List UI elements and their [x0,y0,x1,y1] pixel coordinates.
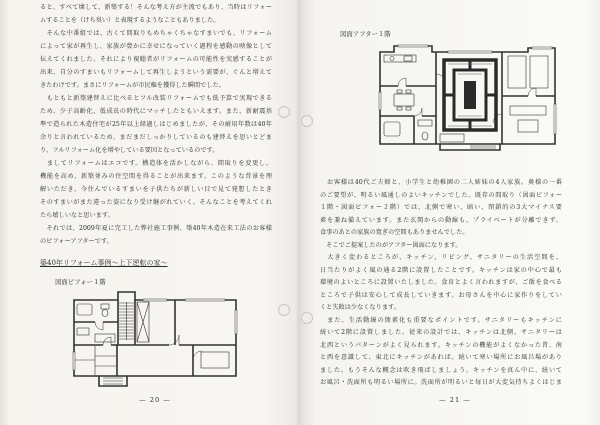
plan-walls [74,292,236,386]
text-line: 機能を高め、新築並みの住空間を得ることが出来ます。このような背景を理 [40,173,272,180]
body-text-right [320,177,562,390]
window [73,352,75,370]
closet-hatch [137,302,149,342]
body-text-left [40,1,272,248]
outer-wall [74,292,236,386]
text-line: そこでご提案したのがアフター図面になります。 [320,241,462,249]
window [235,310,237,334]
text-line: たら嬉しいなと思います。 [40,212,114,219]
text-line: ると、すべて壊して、新築する！そんな考え方が主流でもあり、当時はリフォー [40,4,272,11]
bathtub-icon [384,122,400,136]
fixtures [75,302,229,384]
figure-caption-after: 図面アフター１階 [340,30,391,38]
text-line: お風呂・洗面所も明るい場所に。洗面所が明るいと毎日が大変気持ちよくはじま [320,379,562,386]
window [185,299,225,301]
text-line: 素を兼ね備えています。また玄関からの動線も、プライベートが分離できず、 [320,216,562,224]
text-line: 北西というパターンがよく見られます。キッチンの機能がよくなかった昔、南 [320,341,562,349]
text-line: と西を意識して、東北にキッチンがあれば、続いて寒い場所にお風呂場があり [320,354,562,361]
window [448,51,492,53]
window [554,104,556,134]
washbasin-icon [418,120,432,126]
text-line: ムすることを（けち臭い）と表現するようなこともありました。 [40,17,220,24]
text-line: もともと新築建替えに比べるとフル改装リフォームでも低予算で実現できる [40,95,272,102]
page-number: — 20 — [139,396,171,404]
text-line: 日当たりがよく風の通る2階に設置したことです。キッチンは家の中心で最も [320,266,562,274]
text-line: 準で造られた木造住宅が25年以上経過しはじめましたが、その耐用年数は40年 [40,121,272,128]
text-line: きたわけです。まさにリフォームが市民権を獲得した瞬間でした。 [40,82,225,89]
stove-icon [404,56,412,61]
binder-hole [301,115,313,127]
binder-hole [278,304,290,316]
toilet-icon [101,304,109,309]
binder-hole [301,312,313,324]
sink-icon [77,328,89,335]
text-line: 続いて2階に設置しました。従来の設計では、キッチンは北側、サニタリーは [320,329,562,336]
floor-plan-after [378,44,558,152]
stair-core [464,81,476,109]
binder-hole [278,106,290,118]
text-line: り、フルリフォーム化を増やしている要因となっているのです。 [40,147,219,154]
door-arc [169,335,179,345]
stair-icon [119,302,134,340]
text-line: くと失敗は少なくなります。 [320,304,400,311]
counter-icon [95,334,115,342]
door-arc [95,322,103,330]
sofa-icon [510,106,546,115]
toilet-bowl-icon [102,310,108,317]
interior-wall [74,300,236,376]
page-number: — 21 — [439,396,471,404]
door-arc [414,108,422,116]
text-line: お客様は40代ご夫婦と、小学生と幼稚園の二人姉妹の4人家族。奥様の一番 [320,179,562,186]
window [532,47,552,49]
text-line: のビフォーアフターです。 [40,238,113,245]
figure-caption-before: 図面ビフォー１階 [55,278,106,286]
bed-icon [530,56,548,88]
bed-icon [508,56,526,88]
dining-table-icon [394,94,414,106]
door-arc [103,337,111,345]
door-arc [528,88,536,96]
windows [73,299,237,370]
tatami-lines [75,346,116,375]
window [398,45,428,47]
window [379,92,381,110]
text-line: 解いただき、今住んでいるすまいを子供たちが新しい目で見て発想したとき [40,186,272,193]
chair-icon [397,107,402,110]
entrance-hatch [470,146,496,148]
toilet-bowl-icon [422,132,428,140]
door-arc [398,78,406,86]
central-stair-icon [444,60,496,130]
text-line: そのすまいがまた違った姿になり受け継がれていく。そんなことを考えてくれ [40,199,272,206]
chair-icon [397,90,402,93]
page-right [300,0,600,425]
sink-icon [390,57,394,61]
text-line: また、生活動線の簡素化も重要なポイントです。サニタリーもキッチンに [320,316,562,324]
chair-icon [406,90,411,93]
text-line: それでは、2009年夏に完工した弊社施工事例、築40年木造在来工法のお客様 [40,225,272,232]
bathtub-icon [77,304,92,315]
closet-icon [440,134,464,142]
text-line: １階・図面ビフォー２階）では、北側で寒い、暗い、閉鎖的の3大マイナス要 [320,204,562,211]
window [143,299,167,301]
text-line: 大きく変わるところが、キッチン、リビング、サニタリーの生活空間を、 [320,254,562,261]
text-line: ました。もうそんな概念は吹き飛ばしましょう。キッチンを真ん中に、続いて [320,366,562,374]
text-line: ため、少子高齢化、低成長の時代にマッチしたともいえます。また、新耐震基 [40,108,272,115]
text-line: 余りと言われているため、まだまだしっかりしているのも建替えを思いとどま [40,134,272,141]
text-line: 環境のよいところに設置いたしました。食育とよく言われますが、ご飯を食べる [320,279,562,286]
text-line: ところで子供は安心して成長していきます。お母さんを中心に家作りをしてい [320,291,562,299]
text-line: 食事のあとの家族の寛ぎの空間もありませんでした。 [320,229,469,236]
text-line: ましてリフォームはエコです。構造体を活かしながら、間取りを変更し、 [40,160,272,167]
chair-icon [406,107,411,110]
door-arc [193,351,202,360]
text-line: のご要望が、明るい風通しのよいキッチンでした。既存の間取り（図面ビフォー [320,191,562,199]
text-line: によって家が再生し、家族が豊かに幸せになっていく過程を感動の映像として [40,43,272,50]
low-table-icon [518,120,538,132]
text-line: 伝えてくれました。それにより視聴者がリフォームの可能性を実感することが [40,56,272,63]
section-heading: 築40年リフォーム事例～上下逆転の家～ [40,259,168,267]
furniture-icon [201,352,229,368]
floor-plan-before [73,290,239,388]
text-line: そんな中番組では、古くて間取りもめちゃくちゃなすまいでも、リフォーム [40,30,272,37]
entrance-hatch [103,378,123,384]
text-line: 出来、自分のすまいもリフォームして再生しようという需要が、ぐんと増えて [40,69,272,76]
